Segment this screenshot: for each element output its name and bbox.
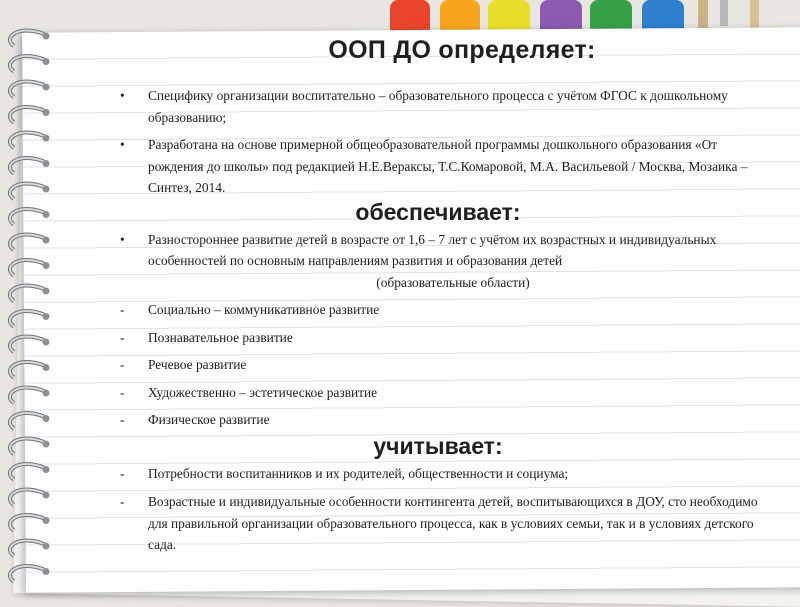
dash-icon: - [120,357,125,372]
spiral-hole-icon [43,517,50,524]
spiral-hole-icon [43,84,50,91]
item-text: Физическое развитие [148,412,270,427]
spiral-ring-highlight [10,388,44,403]
item-text: Речевое развитие [148,357,247,372]
spiral-ring-highlight [10,286,44,301]
notebook-spiral-icon [0,20,80,600]
dash-item [118,463,758,485]
spiral-ring-highlight [10,413,44,428]
dash-icon: - [120,494,125,509]
spiral-hole-icon [43,109,50,116]
bullet-icon: • [120,137,125,152]
spiral-hole-icon [43,364,50,371]
dash-item [118,327,758,349]
spiral-ring-highlight [10,31,44,46]
pencil-icon [720,0,728,26]
dash-icon: - [120,412,125,427]
spiral-hole-icon [43,135,50,142]
spiral-ring-highlight [10,566,44,581]
dash-item [118,299,758,321]
spiral-ring-highlight [10,490,44,505]
list-item [118,229,758,294]
item-text: Познавательное развитие [148,329,293,345]
bullet-icon: • [120,88,125,103]
spiral-hole-icon [43,58,50,65]
spiral-hole-icon [43,33,50,40]
item-text: Специфику организации воспитательно – образовательного процесса с учётом ФГОС к дошкольному образованию; [148,88,728,125]
item-text: Разностороннее развитие детей в возрасте от 1,6 – 7 лет с учётом их возрастных и индивидуальных особенностей по основным направлениям развития и образования детей [148,231,717,268]
item-text: Потребности воспитанников и их родителей, общественности и социума; [148,465,569,481]
spiral-ring-highlight [10,235,44,250]
dash-icon: - [120,384,125,400]
spiral-ring-highlight [10,515,44,530]
dash-item [118,354,758,376]
spiral-hole-icon [43,313,50,320]
spiral-hole-icon [43,160,50,167]
spiral-hole-icon [43,568,50,575]
dash-item [118,409,758,431]
spiral-ring-highlight [10,56,44,71]
spiral-ring-highlight [10,464,44,479]
spiral-ring-highlight [10,362,44,377]
spiral-hole-icon [43,211,50,218]
list-item [118,134,758,199]
item-text: Разработана на основе примерной общеобразовательной программы дошкольного образования «От рождения до школы» под редакцией Н.Е.Вераксы, Т.С.Комаровой, М.А. Васильевой / Москва, Мозаика – Синтез, 2014. [148,137,748,195]
item-text: Социально – коммуникативное развитие [148,302,380,317]
page-title: ООП ДО определяет: [328,36,596,64]
spiral-ring-highlight [10,209,44,224]
spiral-hole-icon [43,237,50,244]
section-heading-provides: обеспечивает: [355,198,521,225]
pencil-icon [750,0,759,28]
item-text: Художественно – эстетическое развитие [148,384,378,400]
spiral-ring-highlight [10,439,44,454]
spiral-hole-icon [43,441,50,448]
spiral-ring-highlight [10,158,44,173]
spiral-hole-icon [43,415,50,422]
item-subtext: (образовательные области) [376,274,530,290]
dash-item [118,382,758,404]
spiral-hole-icon [43,339,50,346]
spiral-hole-icon [43,186,50,193]
dash-icon: - [120,465,125,481]
spiral-ring-highlight [10,337,44,352]
dash-icon: - [120,302,125,317]
dash-icon: - [120,329,125,345]
spiral-hole-icon [43,262,50,269]
spiral-ring-highlight [10,260,44,275]
spiral-hole-icon [43,543,50,550]
spiral-ring-highlight [10,107,44,122]
list-item [118,85,758,128]
spiral-hole-icon [43,466,50,473]
dash-item [118,491,758,556]
spiral-ring-highlight [10,311,44,326]
spiral-hole-icon [43,390,50,397]
item-text: Возрастные и индивидуальные особенности контингента детей, воспитывающихся в ДОУ, сто необходимо для правильной организации образовательного процесса, как в условиях семьи, так и в условиях детского сада. [148,494,758,552]
slide-content [118,36,758,556]
spiral-hole-icon [43,288,50,295]
pencil-icon [698,0,708,30]
section-heading-considers: учитывает: [373,432,503,459]
spiral-hole-icon [43,492,50,499]
spiral-ring-highlight [10,82,44,97]
spiral-ring-highlight [10,184,44,199]
spiral-ring-highlight [10,541,44,556]
bullet-icon: • [120,231,125,247]
spiral-ring-highlight [10,133,44,148]
